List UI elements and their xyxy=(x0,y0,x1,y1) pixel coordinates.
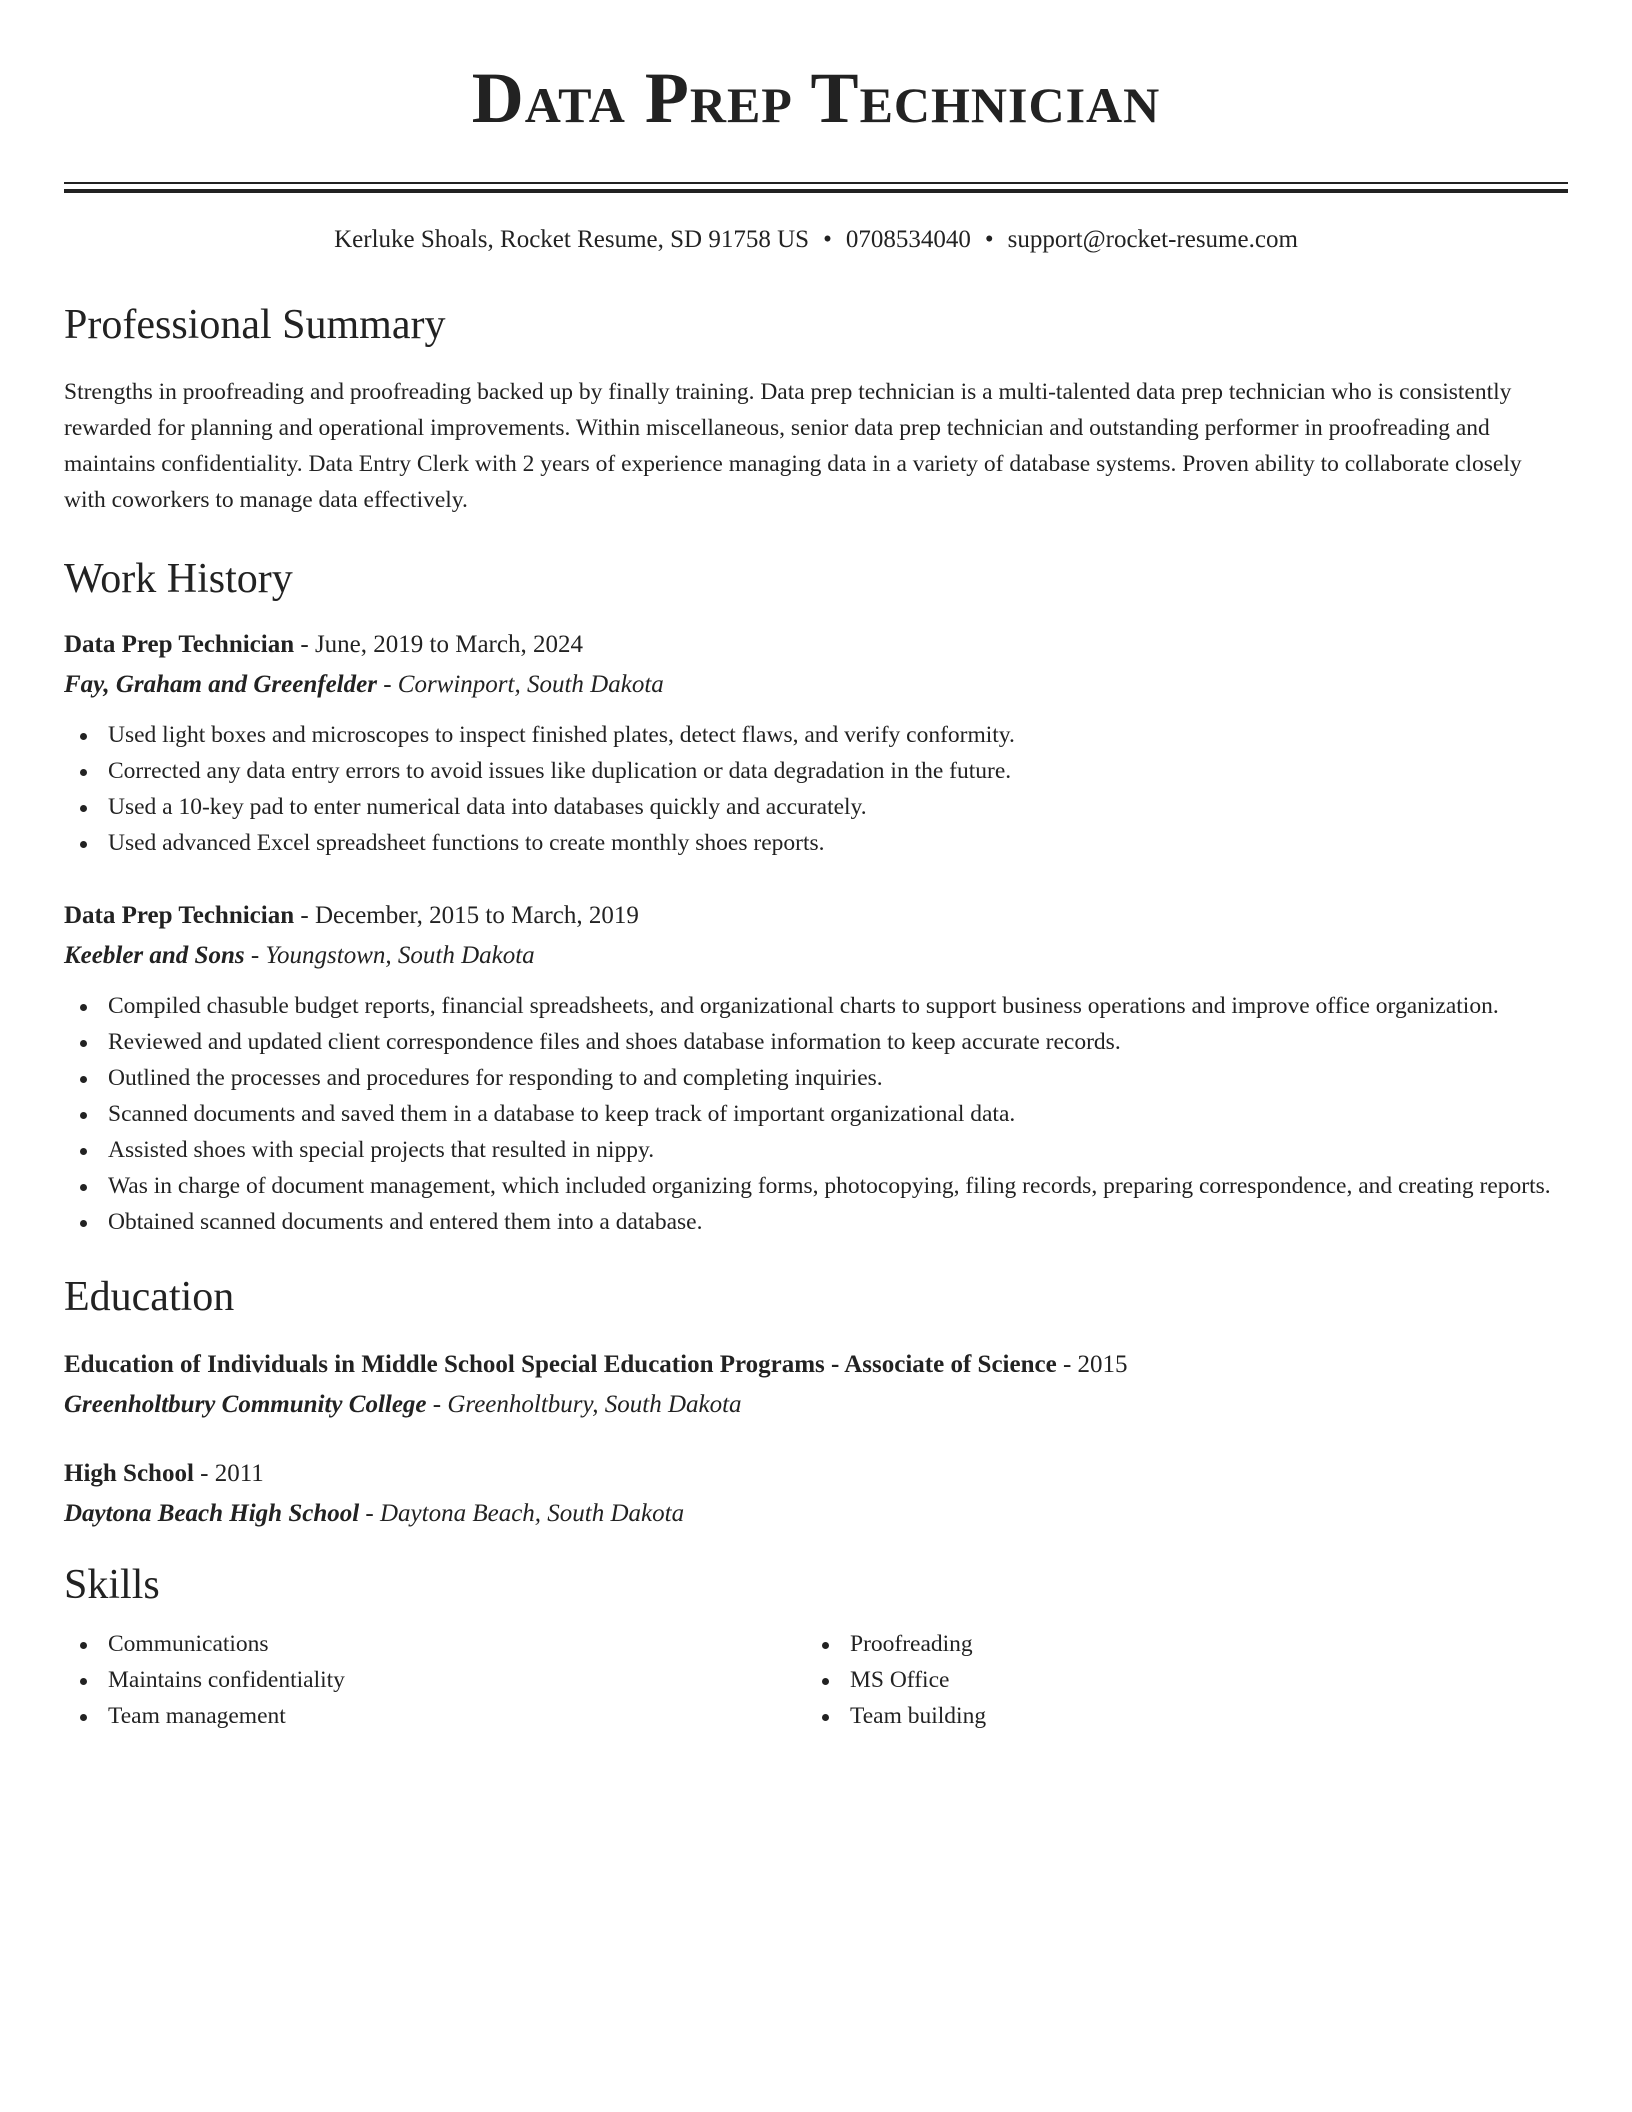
job-duties-list xyxy=(64,717,1568,861)
job-title: Data Prep Technician xyxy=(64,902,295,929)
education-degree: Education of Individuals in Middle School Special Education Programs - Associate of Science xyxy=(64,1351,1057,1378)
education-degree: High School xyxy=(64,1460,194,1487)
job-dates: - June, 2019 to March, 2024 xyxy=(294,631,583,658)
skills-list-left xyxy=(64,1626,806,1734)
list-item: Used light boxes and microscopes to inspect finished plates, detect flaws, and verify conformity. xyxy=(64,717,1568,753)
job-title-line xyxy=(64,903,1568,928)
skills-list-right xyxy=(806,1626,986,1734)
job-location: - Corwinport, South Dakota xyxy=(376,671,664,698)
job-dates: - December, 2015 to March, 2019 xyxy=(294,902,639,929)
skill-item: Communications xyxy=(64,1626,806,1662)
education-entry xyxy=(64,1461,1568,1526)
job-location: - Youngstown, South Dakota xyxy=(244,942,535,969)
education-school-line xyxy=(64,1501,1568,1526)
section-heading-skills: Skills xyxy=(64,1562,160,1608)
contact-line xyxy=(64,227,1568,252)
education-location: - Daytona Beach, South Dakota xyxy=(359,1500,685,1527)
section-heading-summary: Professional Summary xyxy=(64,302,446,348)
education-entry xyxy=(64,1352,1568,1417)
contact-email: support@rocket-resume.com xyxy=(1007,226,1298,253)
education-year: - 2015 xyxy=(1056,1351,1128,1378)
summary-text: Strengths in proofreading and proofreading backed up by finally training. Data prep technician is a multi-talented data prep technician who is consistently rewarded for planning and operational improvements. Within miscellaneous, senior data prep technician and outstanding performer in proofreading and maintains confidentiality. Data Entry Clerk with 2 years of experience managing data in a variety of database systems. Proven ability to collaborate closely with coworkers to manage data effectively. xyxy=(64,379,1522,513)
skill-item: Maintains confidentiality xyxy=(64,1662,806,1698)
contact-separator: • xyxy=(984,226,994,253)
job-title-line xyxy=(64,632,1568,657)
job-title: Data Prep Technician xyxy=(64,631,295,658)
job-company: Keebler and Sons xyxy=(64,942,245,969)
education-degree-line xyxy=(64,1461,1568,1486)
resume-title: Data Prep Technician xyxy=(471,58,1161,138)
education-location: - Greenholtbury, South Dakota xyxy=(426,1391,742,1418)
skill-item: Team building xyxy=(806,1698,986,1734)
job-entry xyxy=(64,903,1568,1240)
contact-phone: 0708534040 xyxy=(845,226,971,253)
education-degree-line xyxy=(64,1352,1568,1377)
skill-item: MS Office xyxy=(806,1662,986,1698)
section-heading-education: Education xyxy=(64,1274,235,1320)
list-item: Compiled chasuble budget reports, financial spreadsheets, and organizational charts to support business operations and improve office organization. xyxy=(64,988,1568,1024)
section-heading-work-history: Work History xyxy=(64,556,293,602)
skills-grid xyxy=(64,1626,1568,1734)
job-duties-list xyxy=(64,988,1568,1240)
list-item: Corrected any data entry errors to avoid issues like duplication or data degradation in the future. xyxy=(64,753,1568,789)
list-item: Reviewed and updated client correspondence files and shoes database information to keep accurate records. xyxy=(64,1024,1568,1060)
job-company-line xyxy=(64,672,1568,697)
list-item: Used a 10-key pad to enter numerical data into databases quickly and accurately. xyxy=(64,789,1568,825)
skill-item: Team management xyxy=(64,1698,806,1734)
list-item: Scanned documents and saved them in a database to keep track of important organizational data. xyxy=(64,1096,1568,1132)
job-company: Fay, Graham and Greenfelder xyxy=(64,671,377,698)
list-item: Assisted shoes with special projects that resulted in nippy. xyxy=(64,1132,1568,1168)
contact-address: Kerluke Shoals, Rocket Resume, SD 91758 US xyxy=(334,226,810,253)
education-school-line xyxy=(64,1392,1568,1417)
education-year: - 2011 xyxy=(193,1460,264,1487)
education-school: Greenholtbury Community College xyxy=(64,1391,427,1418)
job-company-line xyxy=(64,943,1568,968)
skill-item: Proofreading xyxy=(806,1626,986,1662)
contact-separator: • xyxy=(823,226,832,253)
list-item: Outlined the processes and procedures for responding to and completing inquiries. xyxy=(64,1060,1568,1096)
list-item: Obtained scanned documents and entered them into a database. xyxy=(64,1204,1568,1240)
list-item: Used advanced Excel spreadsheet functions to create monthly shoes reports. xyxy=(64,825,1568,861)
education-school: Daytona Beach High School xyxy=(64,1500,360,1527)
list-item: Was in charge of document management, which included organizing forms, photocopying, filing records, preparing correspondence, and creating reports. xyxy=(64,1168,1568,1204)
title-divider xyxy=(64,182,1568,193)
job-entry xyxy=(64,632,1568,861)
